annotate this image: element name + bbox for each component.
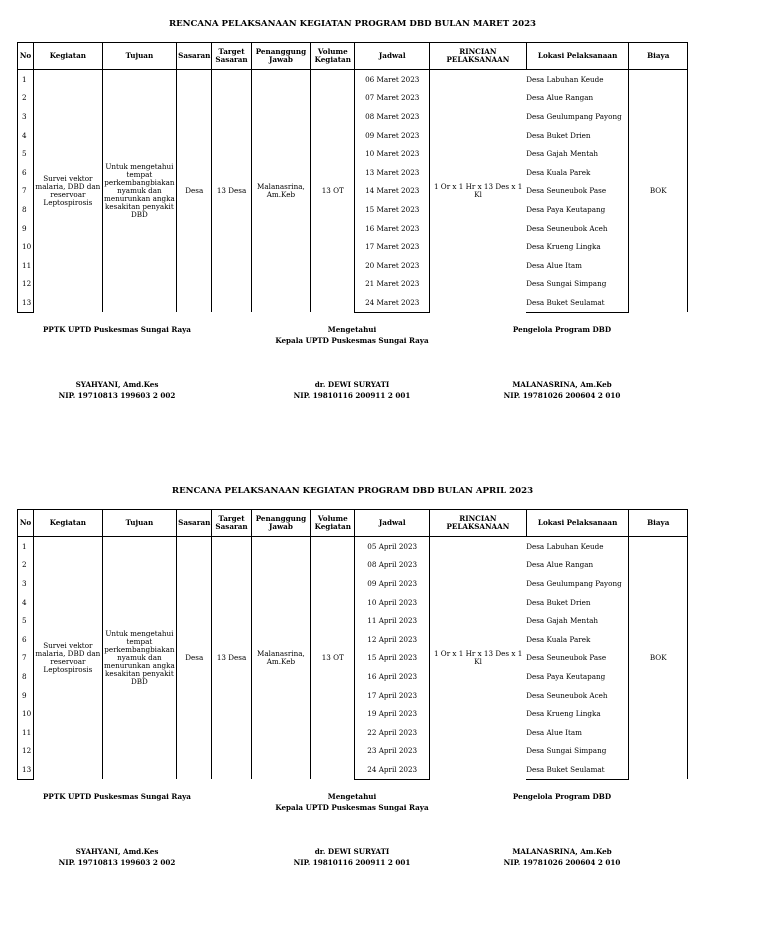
section-title: RENCANA PELAKSANAAN KEGIATAN PROGRAM DBD BULAN MARET 2023: [168, 19, 537, 29]
cell-kegiatan: Survei vektor malaria, DBD dan reservoar Leptospirosis: [34, 537, 103, 780]
cell-lokasi: Desa Seuneubok Pase: [526, 186, 607, 196]
row-number: 2: [18, 89, 34, 108]
sig-left-title: PPTK UPTD Puskesmas Sungai Raya: [43, 325, 191, 334]
column-header: Jadwal: [355, 510, 430, 537]
cell-lokasi: Desa Labuhan Keude: [526, 541, 604, 551]
sig-mid-nip: NIP. 19810116 200911 2 001: [293, 858, 411, 867]
column-header: Kegiatan: [34, 43, 103, 70]
cell-lokasi: Desa Alue Rangan: [526, 93, 594, 103]
row-number: 7: [18, 649, 34, 668]
cell-lokasi: Desa Alue Rangan: [526, 560, 594, 570]
cell-lokasi: Desa Sungai Simpang: [526, 746, 607, 756]
column-header: RINCIAN PELAKSANAAN: [430, 510, 527, 537]
cell-rincian: 1 Or x 1 Hr x 13 Des x 1 Kl: [430, 70, 527, 313]
cell-jadwal: 12 April 2023: [367, 634, 418, 644]
plan-table: [17, 42, 688, 313]
row-number: 2: [18, 556, 34, 575]
column-header: Jadwal: [355, 43, 430, 70]
row-number: 6: [18, 630, 34, 649]
column-header: Penanggung Jawab: [251, 510, 310, 537]
column-header: Penanggung Jawab: [251, 43, 310, 70]
row-number: 4: [18, 126, 34, 145]
cell-jadwal: 08 April 2023: [367, 560, 418, 570]
row-number: 1: [18, 70, 34, 89]
sig-left-title: PPTK UPTD Puskesmas Sungai Raya: [43, 792, 191, 801]
column-header: Lokasi Pelaksanaan: [526, 510, 629, 537]
cell-lokasi: Desa Labuhan Keude: [526, 74, 604, 84]
row-number: 12: [18, 275, 34, 294]
cell-target: 13 Desa: [212, 70, 251, 313]
column-header: Lokasi Pelaksanaan: [526, 43, 629, 70]
cell-lokasi: Desa Paya Keutapang: [526, 204, 606, 214]
sig-right-name: MALANASRINA, Am.Keb: [512, 380, 612, 389]
column-header: Target Sasaran: [212, 510, 251, 537]
cell-pj: Malanasrina, Am.Keb: [251, 70, 310, 313]
header-row: [18, 43, 688, 70]
row-number: 8: [18, 667, 34, 686]
cell-rincian: 1 Or x 1 Hr x 13 Des x 1 Kl: [430, 537, 527, 780]
cell-jadwal: 10 April 2023: [367, 597, 418, 607]
cell-target: 13 Desa: [212, 537, 251, 780]
plan-section-march: [17, 18, 688, 400]
column-header: Biaya: [629, 510, 688, 537]
row-number: 7: [18, 182, 34, 201]
column-header: Kegiatan: [34, 510, 103, 537]
cell-jadwal: 15 April 2023: [367, 653, 418, 663]
cell-jadwal: 08 Maret 2023: [365, 111, 420, 121]
sig-left-name: SYAHYANI, Amd.Kes: [75, 380, 159, 389]
table-row: [18, 537, 688, 556]
cell-lokasi: Desa Kuala Parek: [526, 634, 591, 644]
cell-jadwal: 24 Maret 2023: [355, 293, 430, 312]
cell-lokasi: Desa Buket Seulamat: [526, 760, 629, 779]
section-title: RENCANA PELAKSANAAN KEGIATAN PROGRAM DBD BULAN APRIL 2023: [171, 486, 534, 496]
cell-jadwal: 22 April 2023: [367, 727, 418, 737]
cell-lokasi: Desa Alue Itam: [526, 260, 582, 270]
sig-mid-title-2: Kepala UPTD Puskesmas Sungai Raya: [275, 803, 429, 812]
cell-jadwal: 23 April 2023: [367, 746, 418, 756]
row-number: 11: [18, 256, 34, 275]
row-number: 8: [18, 200, 34, 219]
cell-sasaran: Desa: [177, 537, 212, 780]
cell-jadwal: 13 Maret 2023: [365, 167, 420, 177]
sig-mid-name: dr. DEWI SURYATI: [314, 380, 390, 389]
row-number: 9: [18, 686, 34, 705]
cell-jadwal: 16 Maret 2023: [365, 223, 420, 233]
cell-jadwal: 19 April 2023: [367, 709, 418, 719]
column-header: No: [18, 510, 34, 537]
column-header: Sasaran: [177, 43, 212, 70]
sig-right-title: Pengelola Program DBD: [512, 325, 612, 334]
cell-biaya: BOK: [629, 537, 688, 780]
row-number: 12: [18, 742, 34, 761]
cell-lokasi: Desa Alue Itam: [526, 727, 582, 737]
cell-lokasi: Desa Seuneubok Aceh: [526, 223, 608, 233]
cell-lokasi: Desa Kuala Parek: [526, 167, 591, 177]
cell-jadwal: 10 Maret 2023: [365, 149, 420, 159]
cell-lokasi: Desa Buket Drien: [526, 597, 591, 607]
sig-mid-title-1: Mengetahui: [327, 792, 377, 801]
cell-lokasi: Desa Geulumpang Payong: [526, 578, 622, 588]
column-header: Tujuan: [102, 510, 177, 537]
plan-table: [17, 509, 688, 780]
sig-mid-nip: NIP. 19810116 200911 2 001: [293, 391, 411, 400]
sig-right-title: Pengelola Program DBD: [512, 792, 612, 801]
plan-section-april: [17, 485, 688, 867]
column-header: Biaya: [629, 43, 688, 70]
column-header: No: [18, 43, 34, 70]
sig-mid-title-2: Kepala UPTD Puskesmas Sungai Raya: [275, 336, 429, 345]
cell-biaya: BOK: [629, 70, 688, 313]
cell-jadwal: 24 April 2023: [355, 760, 430, 779]
sig-left-name: SYAHYANI, Amd.Kes: [75, 847, 159, 856]
row-number: 13: [18, 760, 34, 779]
cell-lokasi: Desa Buket Seulamat: [526, 293, 629, 312]
row-number: 3: [18, 107, 34, 126]
cell-jadwal: 17 Maret 2023: [365, 242, 420, 252]
sig-left-nip: NIP. 19710813 199603 2 002: [58, 858, 176, 867]
sig-right-nip: NIP. 19781026 200604 2 010: [503, 858, 621, 867]
row-number: 5: [18, 611, 34, 630]
cell-jadwal: 17 April 2023: [367, 690, 418, 700]
column-header: Tujuan: [102, 43, 177, 70]
cell-jadwal: 11 April 2023: [367, 616, 418, 626]
cell-jadwal: 09 Maret 2023: [365, 130, 420, 140]
cell-jadwal: 16 April 2023: [367, 671, 418, 681]
row-number: 10: [18, 237, 34, 256]
column-header: Volume Kegiatan: [311, 510, 355, 537]
column-header: Target Sasaran: [212, 43, 251, 70]
cell-lokasi: Desa Krueng Lingka: [526, 242, 601, 252]
cell-tujuan: Untuk mengetahui tempat perkembangbiakan nyamuk dan menurunkan angka kesakitan penyakit DBD: [102, 537, 177, 780]
cell-volume: 13 OT: [311, 537, 355, 780]
cell-tujuan: Untuk mengetahui tempat perkembangbiakan nyamuk dan menurunkan angka kesakitan penyakit DBD: [102, 70, 177, 313]
cell-jadwal: 09 April 2023: [367, 578, 418, 588]
row-number: 4: [18, 593, 34, 612]
cell-volume: 13 OT: [311, 70, 355, 313]
cell-lokasi: Desa Gajah Mentah: [526, 616, 598, 626]
cell-jadwal: 20 Maret 2023: [365, 260, 420, 270]
row-number: 5: [18, 144, 34, 163]
cell-lokasi: Desa Geulumpang Payong: [526, 111, 622, 121]
row-number: 1: [18, 537, 34, 556]
cell-jadwal: 15 Maret 2023: [365, 204, 420, 214]
row-number: 3: [18, 574, 34, 593]
cell-jadwal: 21 Maret 2023: [365, 279, 420, 289]
header-row: [18, 510, 688, 537]
cell-lokasi: Desa Gajah Mentah: [526, 149, 598, 159]
cell-sasaran: Desa: [177, 70, 212, 313]
cell-lokasi: Desa Buket Drien: [526, 130, 591, 140]
cell-lokasi: Desa Paya Keutapang: [526, 671, 606, 681]
cell-kegiatan: Survei vektor malaria, DBD dan reservoar Leptospirosis: [34, 70, 103, 313]
row-number: 13: [18, 293, 34, 312]
cell-pj: Malanasrina, Am.Keb: [251, 537, 310, 780]
row-number: 11: [18, 723, 34, 742]
row-number: 6: [18, 163, 34, 182]
sig-left-nip: NIP. 19710813 199603 2 002: [58, 391, 176, 400]
cell-jadwal: 14 Maret 2023: [365, 186, 420, 196]
sig-mid-name: dr. DEWI SURYATI: [314, 847, 390, 856]
cell-lokasi: Desa Seuneubok Aceh: [526, 690, 608, 700]
cell-lokasi: Desa Seuneubok Pase: [526, 653, 607, 663]
sig-right-name: MALANASRINA, Am.Keb: [512, 847, 612, 856]
cell-lokasi: Desa Sungai Simpang: [526, 279, 607, 289]
sig-mid-title-1: Mengetahui: [327, 325, 377, 334]
cell-lokasi: Desa Krueng Lingka: [526, 709, 601, 719]
cell-jadwal: 06 Maret 2023: [365, 74, 420, 84]
row-number: 10: [18, 704, 34, 723]
row-number: 9: [18, 219, 34, 238]
table-row: [18, 70, 688, 89]
column-header: Volume Kegiatan: [311, 43, 355, 70]
cell-jadwal: 07 Maret 2023: [365, 93, 420, 103]
cell-jadwal: 05 April 2023: [367, 541, 418, 551]
column-header: RINCIAN PELAKSANAAN: [430, 43, 527, 70]
column-header: Sasaran: [177, 510, 212, 537]
sig-right-nip: NIP. 19781026 200604 2 010: [503, 391, 621, 400]
